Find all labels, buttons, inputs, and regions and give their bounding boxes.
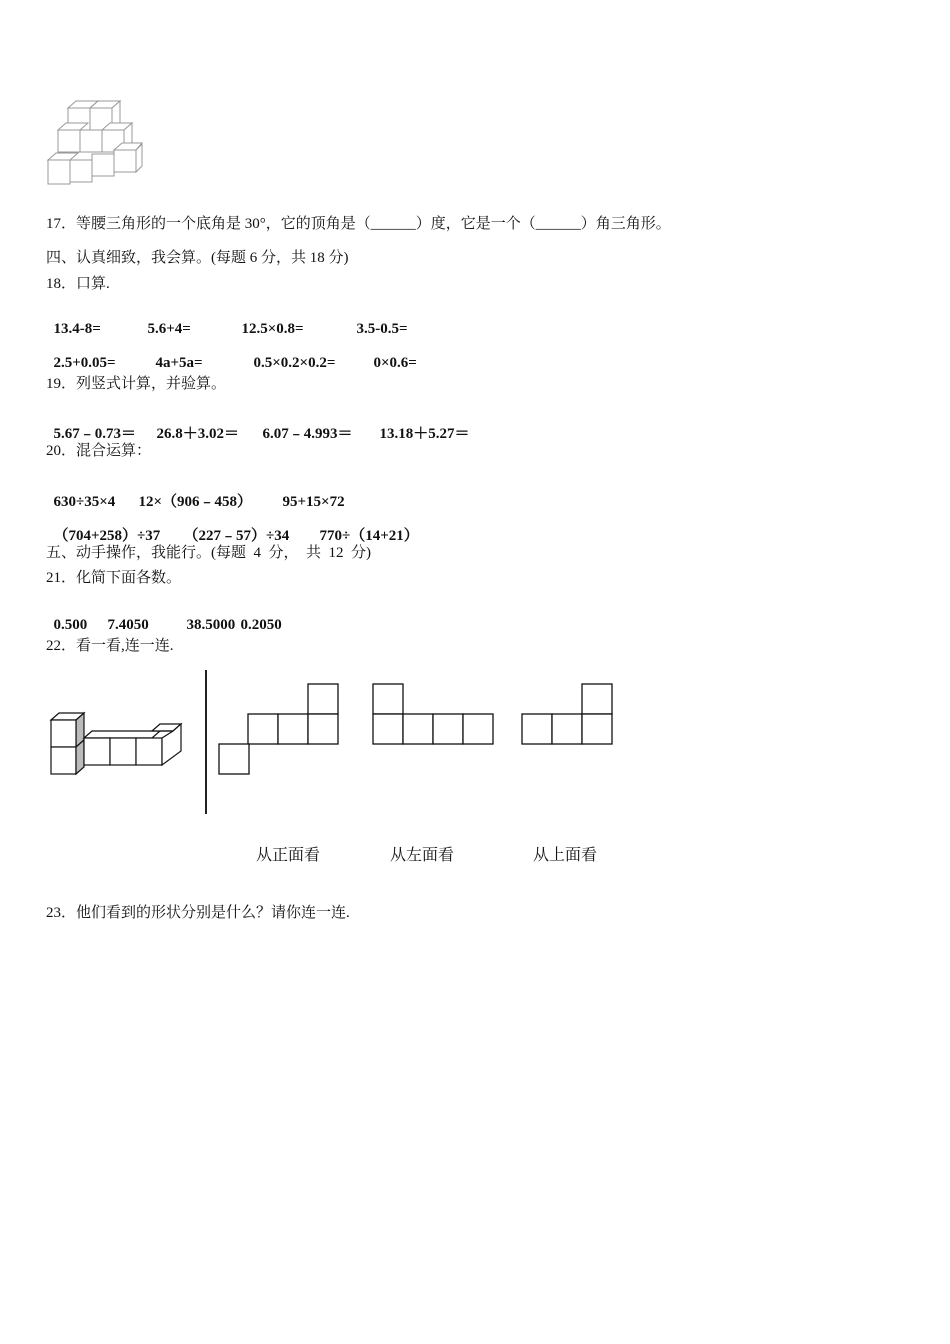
q19-row [46,405,470,443]
q20-item: （227﹣57）÷34 [183,528,290,544]
vertical-divider [205,670,207,814]
q21-item: 38.5000 [186,617,236,633]
q18-item: 12.5×0.8= [241,321,304,337]
question-23-title: 23．他们看到的形状分别是什么？请你连一连. [46,905,350,921]
q21-item: 0.2050 [240,617,282,633]
question-21-title: 21．化简下面各数。 [46,570,182,586]
question-20-title: 20．混合运算： [46,443,152,459]
q21-item: 7.4050 [107,617,149,633]
q18-item: 0.5×0.2×0.2= [253,355,336,371]
q18-item: 13.4-8= [53,321,101,337]
q20-item: 12×（906﹣458） [138,494,253,510]
q20-item: 95+15×72 [282,494,345,510]
q18-item: 5.6+4= [147,321,191,337]
question-17: 17．等腰三角形的一个底角是 30°，它的顶角是（______）度，它是一个（______）角三角形。 [46,216,671,232]
q18-item: 3.5-0.5= [356,321,408,337]
question-22-title: 22．看一看,连一连. [46,638,174,654]
q18-item: 2.5+0.05= [53,355,116,371]
section-4-heading: 四、认真细致，我会算。(每题 6 分，共 18 分) [46,250,349,266]
question-19-title: 19．列竖式计算，并验算。 [46,376,227,392]
q19-item: 13.18＋5.27＝ [379,426,470,442]
q20-row-1 [46,473,345,511]
q20-row-2 [46,507,419,545]
q22-solid-figure [48,710,184,780]
label-top-view: 从上面看 [533,845,598,864]
q19-item: 6.07﹣4.993＝ [262,426,353,442]
q20-item: 630÷35×4 [53,494,116,510]
section-5-heading: 五、动手操作，我能行。(每题 4 分， 共 12 分) [46,545,371,561]
question-18-title: 18．口算. [46,276,110,292]
q21-row [46,600,282,634]
q20-item: 770÷（14+21） [319,528,419,544]
view-shape-1 [218,683,342,777]
label-front-view: 从正面看 [256,845,321,864]
q21-item: 0.500 [53,617,88,633]
q18-item: 4a+5a= [155,355,203,371]
q20-item: （704+258）÷37 [53,528,161,544]
q19-item: 5.67﹣0.73＝ [53,426,137,442]
q18-row-2 [46,338,417,372]
q19-item: 26.8＋3.02＝ [156,426,240,442]
q18-item: 0×0.6= [373,355,417,371]
cube-stack-figure [44,98,144,192]
view-shape-3 [521,683,617,747]
label-left-view: 从左面看 [390,845,455,864]
q18-row-1 [46,304,408,338]
view-shape-2 [372,683,498,747]
